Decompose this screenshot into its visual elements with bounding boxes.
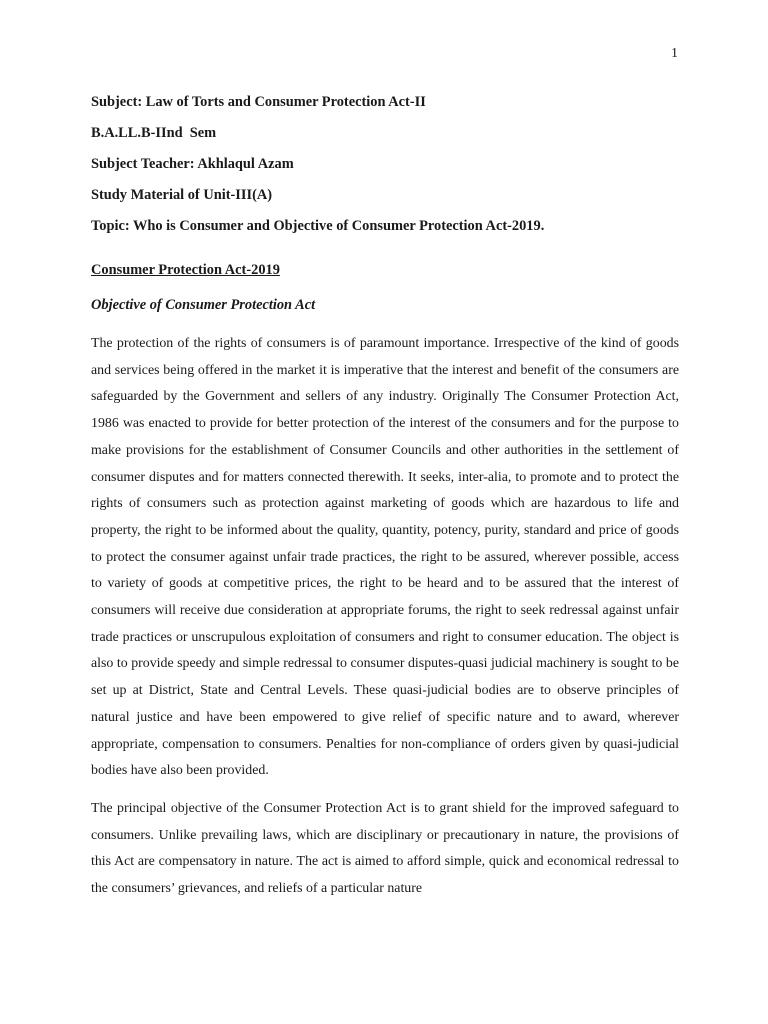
material-line: Study Material of Unit-III(A) [91,187,273,203]
topic-line: Topic: Who is Consumer and Objective of Consumer Protection Act-2019. [91,218,545,234]
subject-line: Subject: Law of Torts and Consumer Protection Act-II [91,94,426,110]
teacher-line: Subject Teacher: Akhlaqul Azam [91,156,294,172]
section-heading: Consumer Protection Act-2019 [91,262,280,278]
sub-heading: Objective of Consumer Protection Act [91,297,316,313]
paragraph-1: The protection of the rights of consumers is of paramount importance. Irrespective of the kind of goods and services being offered in the market it is imperative that the interest and benefit of the consumers are safeguarded by the Government and sellers of any industry. Originally The Consumer Protection Act, 1986 was enacted to provide for better protection of the interest of the consumers and for the purpose to make provisions for the establishment of Consumer Councils and other authorities in the settlement of consumer disputes and for matters connected therewith. It seeks, inter-alia, to promote and to protect the rights of consumers such as protection against marketing of goods which are hazardous to life and property, the right to be informed about the quality, quantity, potency, purity, standard and price of goods to protect the consumer against unfair trade practices, the right to be assured, wherever possible, access to variety of goods at competitive prices, the right to be heard and to be assured that the interest of consumers will receive due consideration at appropriate forums, the right to seek redressal against unfair trade practices or unscrupulous exploitation of consumers and right to consumer education. The object is also to provide speedy and simple redressal to consumer disputes-quasi judicial machinery is sought to be set up at District, State and Central Levels. These quasi-judicial bodies are to observe principles of natural justice and have been empowered to give relief of specific nature and to award, wherever appropriate, compensation to consumers. Penalties for non-compliance of orders given by quasi-judicial bodies have also been provided. [91,336,679,779]
page-number: 1 [671,46,678,61]
course-line: B.A.LL.B-IInd Sem [91,125,217,141]
document-body [91,92,679,914]
paragraph-2: The principal objective of the Consumer Protection Act is to grant shield for the improved safeguard to consumers. Unlike prevailing laws, which are disciplinary or precautionary in nature, the provisions of this Act are compensatory in nature. The act is aimed to afford simple, quick and economical redressal to the consumers’ grievances, and reliefs of a particular nature [91,800,679,897]
